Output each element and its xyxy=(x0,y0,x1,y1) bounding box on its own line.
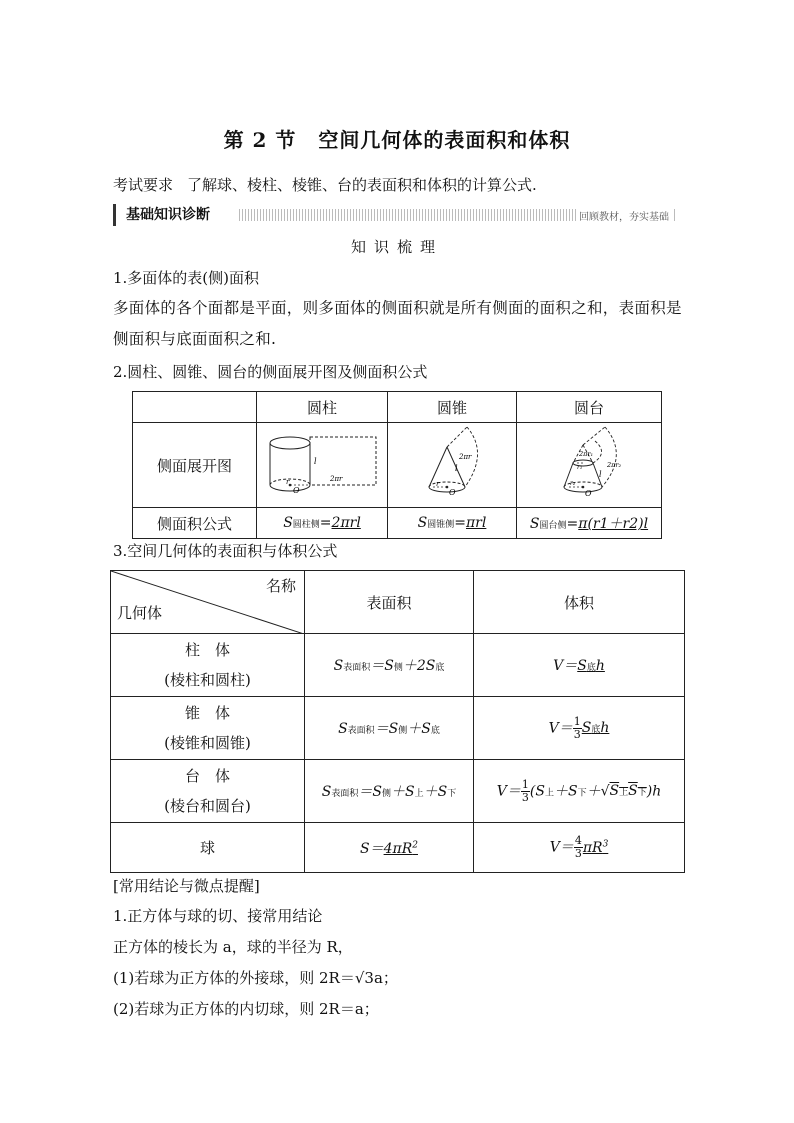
subheading: 知识梳理 xyxy=(350,238,443,256)
cone-r-label: r xyxy=(436,480,440,488)
col-cylinder: 圆柱 xyxy=(257,392,388,423)
row-formula-label: 侧面积公式 xyxy=(133,508,257,539)
cone-development-figure xyxy=(389,423,515,503)
section1-heading: 1.多面体的表(侧)面积 xyxy=(113,269,260,287)
frus-o-label: O xyxy=(585,489,592,498)
table2-diagonal-header xyxy=(111,571,305,634)
cone-arc-label: 2πr xyxy=(459,453,472,461)
cone-l-label: l xyxy=(455,464,458,473)
formula-text-store xyxy=(0,0,1,1)
notes-heading: 1.正方体与球的切、接常用结论 xyxy=(113,907,323,925)
row-prism xyxy=(111,634,685,697)
page-title: 第 2 节 空间几何体的表面积和体积 xyxy=(223,128,571,152)
sphere-name-cell: 球 xyxy=(111,823,305,873)
frustum-name-cell: 台 体 (棱台和圆台) xyxy=(111,760,305,823)
notes-line1: 正方体的棱长为 a，球的半径为 R， xyxy=(113,938,353,956)
cyl-l-label: l xyxy=(314,457,317,466)
cyl-o-label: O xyxy=(293,486,300,495)
row-frustum xyxy=(111,760,685,823)
section2-heading: 2.圆柱、圆锥、圆台的侧面展开图及侧面积公式 xyxy=(113,363,428,381)
frus-r2-label: r₂ xyxy=(570,480,576,487)
frustum-area-formula: S表面积＝S侧＋S上＋S下 xyxy=(305,760,474,823)
cylinder-development-figure xyxy=(258,423,386,503)
pyramid-area-formula: S表面积＝S侧＋S底 xyxy=(305,697,474,760)
row-sphere xyxy=(111,823,685,873)
prism-area-formula: S表面积＝S侧＋2S底 xyxy=(305,634,474,697)
cylinder-figure-cell xyxy=(257,423,388,508)
col-surface-area: 表面积 xyxy=(305,571,474,634)
sphere-volume-formula: V＝ $\frac{4}{3}$ $\pi R^3$ xyxy=(474,823,685,873)
cylinder-lateral-formula: S圆柱侧=2πrl xyxy=(257,508,388,539)
notes-line3: (2)若球为正方体的内切球，则 2R＝a； xyxy=(113,1000,379,1018)
header-name: 名称 xyxy=(265,577,296,595)
frustum-lateral-formula: S圆台侧=π(r1＋r2)l xyxy=(517,508,662,539)
banner-right-text: 回顾教材，夯实基础 xyxy=(576,208,672,223)
prism-volume-formula: V＝S底h xyxy=(474,634,685,697)
row-pyramid xyxy=(111,697,685,760)
notes-line2: (1)若球为正方体的外接球，则 2R＝√3a； xyxy=(113,969,398,987)
section1-text: 多面体的各个面都是平面，则多面体的侧面积就是所有侧面的面积之和，表面积是侧面积与底面面积之和. xyxy=(113,299,682,348)
requirement-label: 考试要求 xyxy=(113,176,174,194)
frustum-volume-formula: V＝ $\frac{1}{3}$ (S上＋S下＋√S上S下)h xyxy=(474,760,685,823)
pyramid-name-cell: 锥 体 (棱锥和圆锥) xyxy=(111,697,305,760)
frus-r1-label: r₁ xyxy=(577,464,583,471)
exam-requirement xyxy=(113,174,537,195)
banner-label: 基础知识诊断 xyxy=(113,204,216,226)
cyl-arc-label: 2πr xyxy=(330,475,343,483)
cone-o-label: O xyxy=(449,488,456,497)
requirement-text: 了解球、棱柱、棱锥、台的表面积和体积的计算公式. xyxy=(187,176,537,194)
frus-arc2-label: 2πr₂ xyxy=(607,461,622,469)
row-development-label: 侧面展开图 xyxy=(133,423,257,508)
col-volume: 体积 xyxy=(474,571,685,634)
lateral-area-table xyxy=(132,391,662,539)
cone-lateral-formula: S圆锥侧=πrl xyxy=(388,508,517,539)
prism-name-cell: 柱 体 (棱柱和圆柱) xyxy=(111,634,305,697)
table1-corner xyxy=(133,392,257,423)
pyramid-volume-formula: V＝ $\frac{1}{3}$ S底h xyxy=(474,697,685,760)
sphere-area-formula: $S=4\pi R^2$ xyxy=(305,823,474,873)
col-cone: 圆锥 xyxy=(388,392,517,423)
frus-l-label: l xyxy=(599,470,602,479)
cone-figure-cell xyxy=(388,423,517,508)
frus-arc1-label: 2πr₁ xyxy=(579,450,594,458)
frustum-development-figure xyxy=(519,423,659,503)
section-banner xyxy=(113,204,678,226)
frustum-figure-cell xyxy=(517,423,662,508)
notes-bracket: [常用结论与微点提醒] xyxy=(113,877,260,895)
col-frustum: 圆台 xyxy=(517,392,662,423)
header-solid: 几何体 xyxy=(117,604,163,622)
section3-heading: 3.空间几何体的表面积与体积公式 xyxy=(113,542,338,560)
cyl-r-label: r xyxy=(286,478,290,486)
surface-volume-table xyxy=(110,570,685,873)
